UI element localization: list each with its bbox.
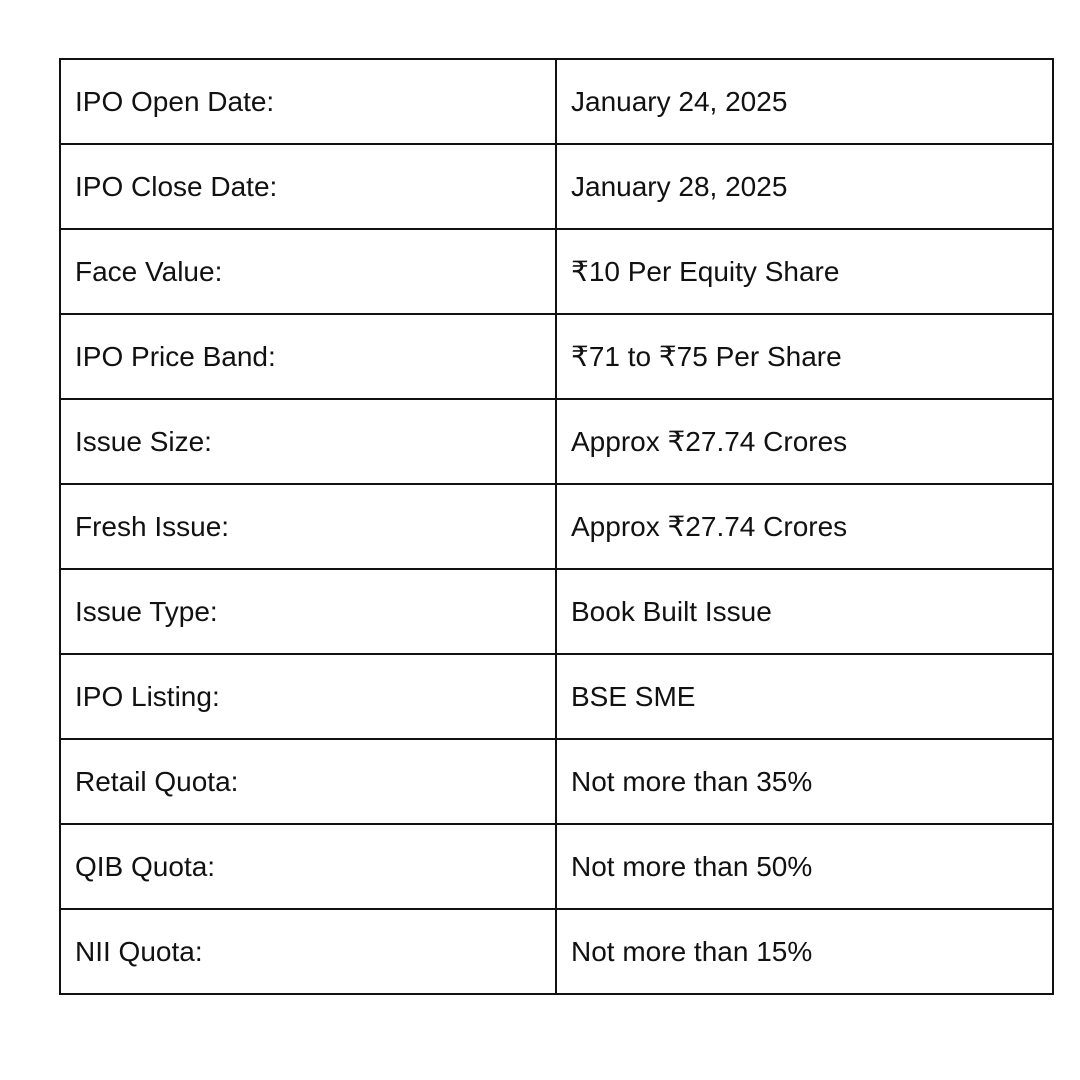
row-label: NII Quota:: [60, 909, 556, 994]
row-value: Approx ₹27.74 Crores: [556, 399, 1053, 484]
table-row: [60, 739, 1053, 824]
row-value: BSE SME: [556, 654, 1053, 739]
table-row: [60, 484, 1053, 569]
table-row: [60, 144, 1053, 229]
row-value: Approx ₹27.74 Crores: [556, 484, 1053, 569]
row-value: ₹71 to ₹75 Per Share: [556, 314, 1053, 399]
table-row: [60, 569, 1053, 654]
row-value: January 24, 2025: [556, 59, 1053, 144]
row-value: January 28, 2025: [556, 144, 1053, 229]
table-row: [60, 824, 1053, 909]
row-label: QIB Quota:: [60, 824, 556, 909]
ipo-details-table: [59, 58, 1054, 995]
table-row: [60, 654, 1053, 739]
row-value: Book Built Issue: [556, 569, 1053, 654]
table-row: [60, 909, 1053, 994]
row-value: Not more than 15%: [556, 909, 1053, 994]
row-label: Face Value:: [60, 229, 556, 314]
row-label: Fresh Issue:: [60, 484, 556, 569]
table-row: [60, 59, 1053, 144]
row-value: Not more than 50%: [556, 824, 1053, 909]
row-label: IPO Close Date:: [60, 144, 556, 229]
table-row: [60, 229, 1053, 314]
row-label: IPO Price Band:: [60, 314, 556, 399]
table-row: [60, 314, 1053, 399]
table-row: [60, 399, 1053, 484]
row-value: Not more than 35%: [556, 739, 1053, 824]
row-label: IPO Listing:: [60, 654, 556, 739]
row-value: ₹10 Per Equity Share: [556, 229, 1053, 314]
row-label: Issue Type:: [60, 569, 556, 654]
row-label: Issue Size:: [60, 399, 556, 484]
row-label: IPO Open Date:: [60, 59, 556, 144]
ipo-details-table-body: [60, 59, 1053, 994]
row-label: Retail Quota:: [60, 739, 556, 824]
